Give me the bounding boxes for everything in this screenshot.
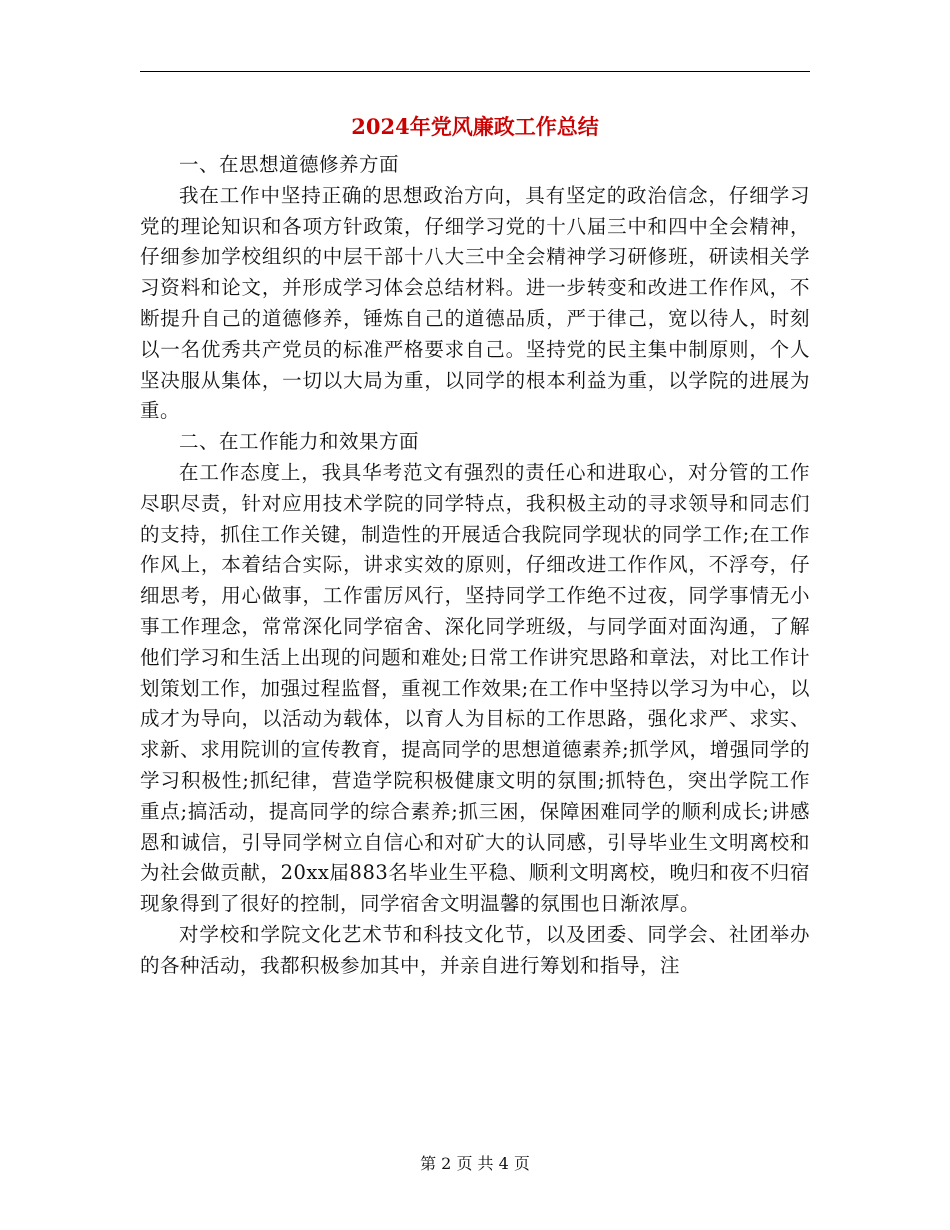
page-number: 第 2 页 共 4 页	[420, 1154, 530, 1173]
header-rule	[140, 71, 810, 72]
page-footer	[140, 1152, 810, 1176]
paragraph-2: 在工作态度上，我具华考范文有强烈的责任心和进取心，对分管的工作尽职尽责，针对应用技术学院的同学特点，我积极主动的寻求领导和同志们的支持，抓住工作关键，制造性的开展适合我院同学现状的同学工作;在工作作风上，本着结合实际，讲求实效的原则，仔细改进工作作风，不浮夸，仔细思考，用心做事，工作雷厉风行，坚持同学工作绝不过夜，同学事情无小事工作理念，常常深化同学宿舍、深化同学班级，与同学面对面沟通，了解他们学习和生活上出现的问题和难处;日常工作讲究思路和章法，对比工作计划策划工作，加强过程监督，重视工作效果;在工作中坚持以学习为中心，以成才为导向，以活动为载体，以育人为目标的工作思路，强化求严、求实、求新、求用院训的宣传教育，提高同学的思想道德素养;抓学风，增强同学的学习积极性;抓纪律，营造学院积极健康文明的氛围;抓特色，突出学院工作重点;搞活动，提高同学的综合素养;抓三困，保障困难同学的顺利成长;讲感恩和诚信，引导同学树立自信心和对矿大的认同感，引导毕业生文明离校和为社会做贡献，20xx届883名毕业生平稳、顺利文明离校，晚归和夜不归宿现象得到了很好的控制，同学宿舍文明温馨的氛围也日渐浓厚。	[140, 460, 810, 916]
section-heading-1: 一、在思想道德修养方面	[179, 153, 400, 176]
paragraph-3: 对学校和学院文化艺术节和科技文化节，以及团委、同学会、社团举办的各种活动，我都积极参加其中，并亲自进行筹划和指导，注	[140, 922, 810, 977]
paragraph-1: 我在工作中坚持正确的思想政治方向，具有坚定的政治信念，仔细学习党的理论知识和各项方针政策，仔细学习党的十八届三中和四中全会精神，仔细参加学校组织的中层干部十八大三中全会精神学习研修班，研读相关学习资料和论文，并形成学习体会总结材料。进一步转变和改进工作作风，不断提升自己的道德修养，锤炼自己的道德品质，严于律己，宽以待人，时刻以一名优秀共产党员的标准严格要求自己。坚持党的民主集中制原则，个人坚决服从集体，一切以大局为重，以同学的根本利益为重，以学院的进展为重。	[140, 183, 810, 423]
section-heading-2: 二、在工作能力和效果方面	[179, 430, 420, 454]
document-body	[140, 150, 810, 982]
document-title: 2024年党风廉政工作总结	[351, 114, 599, 139]
